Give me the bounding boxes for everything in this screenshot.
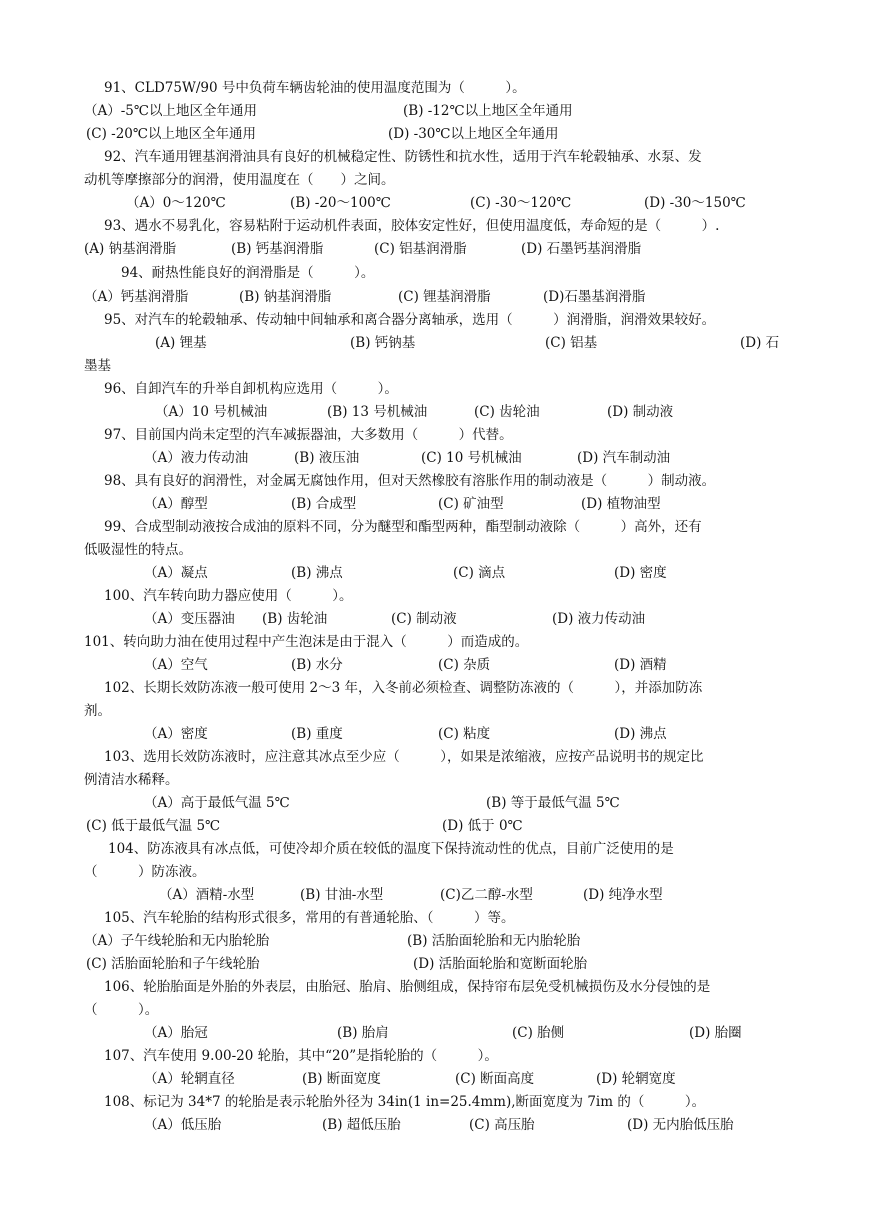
question-91-stem: 91、CLD75W/90 号中负荷车辆齿轮油的使用温度范围为（ ）。 — [104, 80, 526, 96]
question-93-option-d: (D) 石墨钙基润滑脂 — [521, 241, 642, 257]
question-99-stem-line1: 99、合成型制动液按合成油的原料不同，分为醚型和酯型两种，酯型制动液除（ ）高外，还有 — [104, 519, 702, 535]
question-102-option-c: (C) 粘度 — [438, 726, 491, 742]
question-101-option-b: (B) 水分 — [291, 657, 343, 673]
question-96-option-d: (D) 制动液 — [607, 404, 674, 420]
question-94-stem: 94、耐热性能良好的润滑脂是（ ）。 — [121, 265, 375, 281]
question-95-option-c: (C) 铝基 — [545, 335, 598, 351]
question-97-option-c: (C) 10 号机械油 — [421, 450, 522, 466]
question-94-option-a: （A）钙基润滑脂 — [84, 289, 189, 305]
question-98-option-d: (D) 植物油型 — [581, 496, 661, 512]
question-103-option-a: （A）高于最低气温 5℃ — [144, 795, 290, 811]
question-105-stem: 105、汽车轮胎的结构形式很多，常用的有普通轮胎、（ ）等。 — [104, 910, 515, 926]
question-95-option-a: (A) 锂基 — [155, 335, 207, 351]
question-99-option-d: (D) 密度 — [614, 565, 667, 581]
question-108-option-a: （A）低压胎 — [144, 1117, 222, 1133]
question-97-stem: 97、目前国内尚未定型的汽车减振器油，大多数用（ ）代替。 — [104, 427, 513, 443]
question-97-option-a: （A）液力传动油 — [144, 450, 249, 466]
question-91-option-a: （A）-5℃以上地区全年通用 — [84, 103, 258, 119]
question-99-option-c: (C) 滴点 — [453, 565, 506, 581]
question-106-option-c: (C) 胎侧 — [512, 1025, 565, 1041]
question-100-option-c: (C) 制动液 — [391, 611, 457, 627]
question-101-option-c: (C) 杂质 — [438, 657, 491, 673]
question-108-option-b: (B) 超低压胎 — [322, 1117, 401, 1133]
question-98-option-c: (C) 矿油型 — [438, 496, 504, 512]
question-92-stem-line1: 92、汽车通用锂基润滑油具有良好的机械稳定性、防锈性和抗水性，适用于汽车轮毂轴承、水泵、发 — [104, 149, 702, 165]
question-97-option-d: (D) 汽车制动油 — [577, 450, 671, 466]
question-108-stem: 108、标记为 34*7 的轮胎是表示轮胎外径为 34in(1 in=25.4mm),断面宽度为 7im 的（ ）。 — [104, 1094, 706, 1110]
question-101-stem: 101、转向助力油在使用过程中产生泡沫是由于混入（ ）而造成的。 — [84, 634, 529, 650]
question-104-stem-line2: （ ）防冻液。 — [84, 864, 206, 880]
question-106-option-b: (B) 胎肩 — [337, 1025, 389, 1041]
question-97-option-b: (B) 液压油 — [294, 450, 360, 466]
question-96-stem: 96、自卸汽车的升举自卸机构应选用（ ）。 — [104, 381, 398, 397]
question-107-option-a: （A）轮辋直径 — [144, 1071, 235, 1087]
question-102-stem-line2: 剂。 — [84, 703, 111, 719]
question-100-stem: 100、汽车转向助力器应使用（ ）。 — [104, 588, 353, 604]
question-96-option-b: (B) 13 号机械油 — [327, 404, 428, 420]
question-103-option-d: (D) 低于 0℃ — [442, 818, 523, 834]
question-91-option-c: (C) -20℃以上地区全年通用 — [86, 126, 256, 142]
question-98-option-a: （A）醇型 — [144, 496, 208, 512]
question-98-stem: 98、具有良好的润滑性，对金属无腐蚀作用，但对天然橡胶有溶胀作用的制动液是（ ）制动液。 — [104, 473, 716, 489]
question-105-option-c: (C) 活胎面轮胎和子午线轮胎 — [86, 956, 260, 972]
question-103-option-b: (B) 等于最低气温 5℃ — [486, 795, 620, 811]
question-93-stem: 93、遇水不易乳化，容易粘附于运动机件表面，胶体安定性好，但使用温度低，寿命短的是（ ）. — [104, 218, 720, 234]
question-91-option-d: (D) -30℃以上地区全年通用 — [388, 126, 559, 142]
question-103-stem-line1: 103、选用长效防冻液时，应注意其冰点至少应（ ），如果是浓缩液，应按产品说明书的规定比 — [104, 749, 704, 765]
question-103-option-c: (C) 低于最低气温 5℃ — [86, 818, 221, 834]
question-102-option-a: （A）密度 — [144, 726, 208, 742]
question-107-option-b: (B) 断面宽度 — [302, 1071, 381, 1087]
question-101-option-a: （A）空气 — [144, 657, 208, 673]
question-92-option-a: （A）0～120℃ — [126, 195, 226, 211]
question-99-option-a: （A）凝点 — [144, 565, 208, 581]
question-100-option-a: （A）变压器油 — [144, 611, 235, 627]
question-104-option-c: (C)乙二醇-水型 — [440, 887, 533, 903]
question-104-option-b: (B) 甘油-水型 — [300, 887, 384, 903]
question-99-stem-line2: 低吸湿性的特点。 — [84, 542, 192, 558]
question-92-option-b: (B) -20～100℃ — [290, 195, 391, 211]
question-104-option-a: （A）酒精-水型 — [159, 887, 255, 903]
question-93-option-b: (B) 钙基润滑脂 — [231, 241, 324, 257]
question-102-option-b: (B) 重度 — [291, 726, 343, 742]
question-107-option-c: (C) 断面高度 — [455, 1071, 535, 1087]
question-95-option-d-continued: 墨基 — [84, 358, 111, 374]
question-93-option-a: (A) 钠基润滑脂 — [84, 241, 177, 257]
question-104-stem-line1: 104、防冻液具有冰点低，可使冷却介质在较低的温度下保持流动性的优点，目前广泛使用的是 — [108, 841, 674, 857]
question-106-stem-line1: 106、轮胎胎面是外胎的外表层，由胎冠、胎肩、胎侧组成，保持帘布层免受机械损伤及水分侵蚀的是 — [104, 979, 711, 995]
question-93-option-c: (C) 铝基润滑脂 — [374, 241, 467, 257]
question-106-option-a: （A）胎冠 — [144, 1025, 208, 1041]
question-95-stem: 95、对汽车的轮毂轴承、传动轴中间轴承和离合器分离轴承，选用（ ）润滑脂，润滑效果较好。 — [104, 312, 716, 328]
question-105-option-d: (D) 活胎面轮胎和宽断面轮胎 — [413, 956, 588, 972]
question-94-option-d: (D)石墨基润滑脂 — [543, 289, 646, 305]
question-103-stem-line2: 例清洁水稀释。 — [84, 772, 179, 788]
question-106-option-d: (D) 胎圈 — [689, 1025, 742, 1041]
question-94-option-c: (C) 锂基润滑脂 — [398, 289, 491, 305]
question-100-option-d: (D) 液力传动油 — [552, 611, 646, 627]
question-99-option-b: (B) 沸点 — [291, 565, 343, 581]
question-96-option-c: (C) 齿轮油 — [474, 404, 540, 420]
question-95-option-d: (D) 石 — [740, 335, 780, 351]
question-104-option-d: (D) 纯净水型 — [583, 887, 663, 903]
question-102-option-d: (D) 沸点 — [614, 726, 667, 742]
question-94-option-b: (B) 钠基润滑脂 — [239, 289, 332, 305]
question-98-option-b: (B) 合成型 — [291, 496, 357, 512]
question-96-option-a: （A）10 号机械油 — [155, 404, 268, 420]
question-101-option-d: (D) 酒精 — [614, 657, 667, 673]
question-105-option-a: （A）子午线轮胎和无内胎轮胎 — [84, 933, 270, 949]
question-92-option-d: (D) -30～150℃ — [644, 195, 746, 211]
question-100-option-b: (B) 齿轮油 — [262, 611, 328, 627]
question-92-option-c: (C) -30～120℃ — [470, 195, 572, 211]
question-91-option-b: (B) -12℃以上地区全年通用 — [403, 103, 573, 119]
question-107-option-d: (D) 轮辋宽度 — [596, 1071, 676, 1087]
question-102-stem-line1: 102、长期长效防冻液一般可使用 2～3 年，入冬前必须检查、调整防冻液的（ ），并添加防冻 — [104, 680, 703, 696]
question-106-stem-line2: （ ）。 — [84, 1002, 159, 1018]
question-108-option-c: (C) 高压胎 — [469, 1117, 535, 1133]
question-92-stem-line2: 动机等摩擦部分的润滑，使用温度在（ ）之间。 — [84, 172, 395, 188]
question-108-option-d: (D) 无内胎低压胎 — [627, 1117, 734, 1133]
question-95-option-b: (B) 钙钠基 — [350, 335, 416, 351]
question-107-stem: 107、汽车使用 9.00-20 轮胎，其中“20”是指轮胎的（ ）。 — [104, 1048, 498, 1064]
question-105-option-b: (B) 活胎面轮胎和无内胎轮胎 — [407, 933, 581, 949]
